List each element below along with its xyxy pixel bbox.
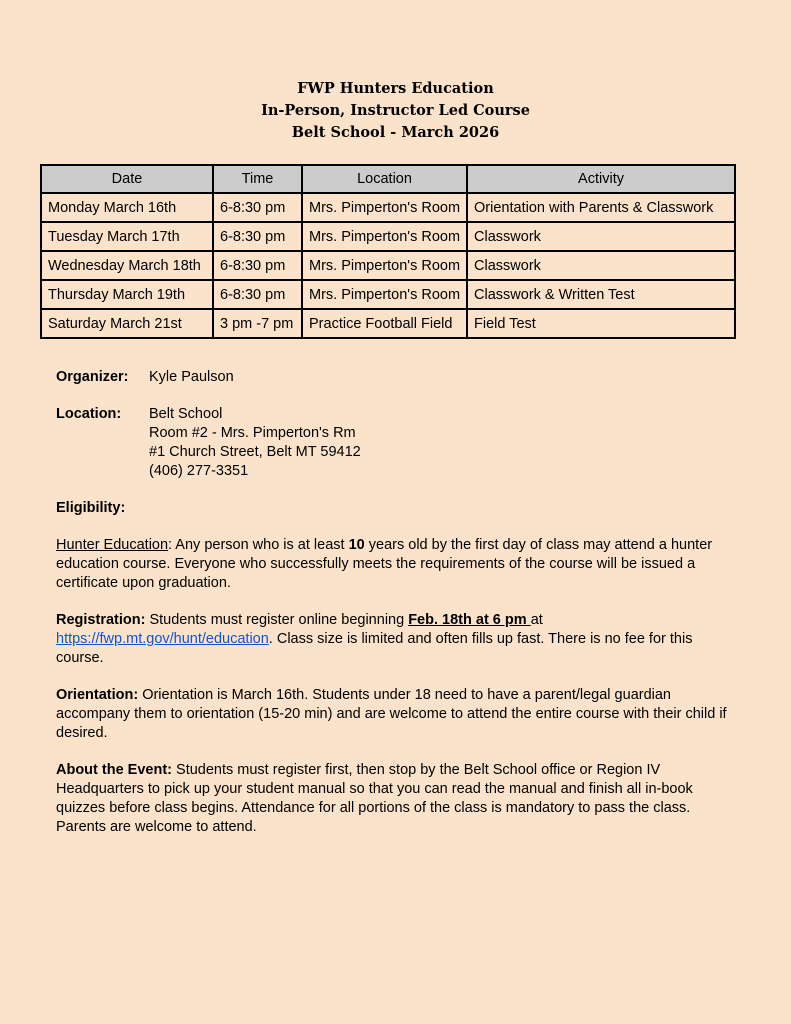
orientation-label: Orientation: (56, 687, 139, 703)
cell-location: Mrs. Pimperton's Room (302, 280, 467, 309)
header-time: Time (213, 165, 302, 193)
registration-text: at (530, 612, 543, 628)
cell-date: Monday March 16th (41, 193, 213, 222)
title-line-3: Belt School - March 2026 (291, 124, 500, 141)
registration-date: Feb. 18th at 6 pm (408, 612, 531, 628)
location-line: (406) 277-3351 (149, 463, 249, 479)
orientation-paragraph (56, 686, 740, 743)
info-section (56, 368, 740, 837)
cell-date: Tuesday March 17th (41, 222, 213, 251)
registration-paragraph (56, 611, 740, 668)
cell-time: 6-8:30 pm (213, 193, 302, 222)
about-label: About the Event: (56, 762, 172, 778)
cell-location: Mrs. Pimperton's Room (302, 193, 467, 222)
cell-activity: Field Test (467, 309, 735, 338)
location-line: Room #2 - Mrs. Pimperton's Rm (149, 425, 356, 441)
eligibility-heading: Eligibility: (56, 500, 126, 516)
table-row (41, 222, 735, 251)
hunter-education-paragraph (56, 536, 740, 593)
hunter-education-text: : Any person who is at least (168, 537, 349, 553)
orientation-text: Orientation is March 16th. Students under 18 need to have a parent/legal guardian accompany them to orientation (15-20 min) and are welcome to attend the entire course with their child if desired. (56, 687, 727, 741)
table-row (41, 251, 735, 280)
minimum-age: 10 (348, 537, 365, 553)
header-location: Location (302, 165, 467, 193)
header-date: Date (41, 165, 213, 193)
title-line-1: FWP Hunters Education (297, 80, 494, 97)
table-row (41, 309, 735, 338)
organizer-label: Organizer: (56, 369, 129, 385)
organizer-row (56, 368, 740, 387)
schedule-table (40, 164, 736, 339)
location-line: Belt School (149, 406, 223, 422)
location-label: Location: (56, 406, 122, 422)
about-text: Students must register first, then stop by the Belt School office or Region IV Headquarters to pick up your student manual so that you can read the manual and finish all in-book quizzes before class begins. Attendance for all portions of the class is mandatory to pass the class. Parents are welcome to attend. (56, 762, 693, 835)
cell-time: 6-8:30 pm (213, 280, 302, 309)
table-row (41, 280, 735, 309)
registration-link[interactable]: https://fwp.mt.gov/hunt/education (56, 631, 269, 647)
hunter-education-text: years old by the first day of class may attend a hunter education course. Everyone who successfully meets the requirements of the course will be issued a certificate upon graduation. (56, 537, 713, 591)
about-paragraph (56, 761, 740, 837)
cell-location: Mrs. Pimperton's Room (302, 222, 467, 251)
registration-text: Students must register online beginning (145, 612, 409, 628)
cell-location: Practice Football Field (302, 309, 467, 338)
table-header-row (41, 165, 735, 193)
cell-activity: Orientation with Parents & Classwork (467, 193, 735, 222)
header-activity: Activity (467, 165, 735, 193)
title-block (0, 78, 791, 144)
cell-date: Saturday March 21st (41, 309, 213, 338)
table-row (41, 193, 735, 222)
cell-activity: Classwork (467, 251, 735, 280)
cell-activity: Classwork & Written Test (467, 280, 735, 309)
registration-text: . Class size is limited and often fills up fast. There is no fee for this course. (56, 631, 693, 666)
hunter-education-label: Hunter Education (56, 537, 169, 553)
cell-time: 6-8:30 pm (213, 222, 302, 251)
location-line: #1 Church Street, Belt MT 59412 (149, 444, 361, 460)
location-address (149, 405, 361, 481)
location-row (56, 405, 740, 481)
cell-time: 3 pm -7 pm (213, 309, 302, 338)
cell-time: 6-8:30 pm (213, 251, 302, 280)
title-line-2: In-Person, Instructor Led Course (261, 102, 530, 119)
cell-date: Wednesday March 18th (41, 251, 213, 280)
organizer-value: Kyle Paulson (149, 369, 234, 385)
cell-activity: Classwork (467, 222, 735, 251)
cell-location: Mrs. Pimperton's Room (302, 251, 467, 280)
registration-label: Registration: (56, 612, 146, 628)
cell-date: Thursday March 19th (41, 280, 213, 309)
